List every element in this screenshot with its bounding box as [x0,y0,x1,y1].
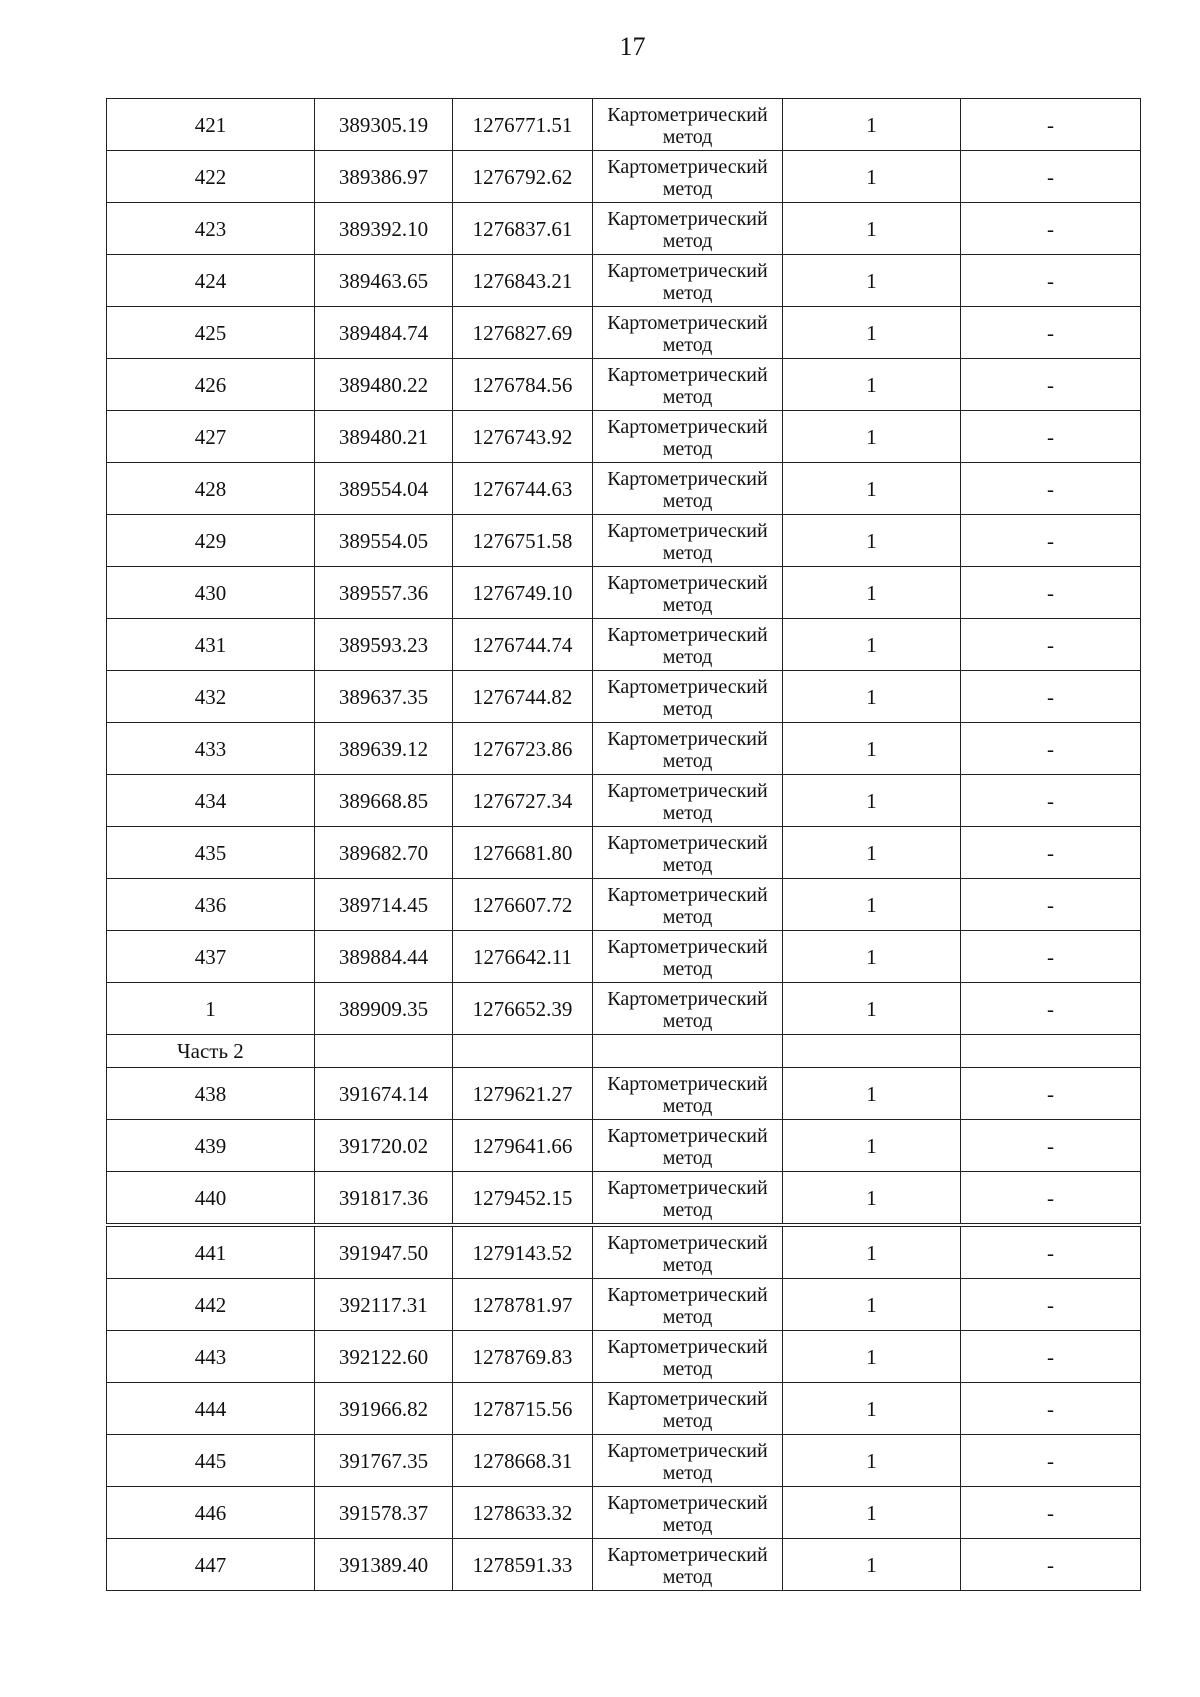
method-cell [593,255,783,307]
method-cell [593,879,783,931]
coordinates-table [106,98,1141,1591]
x-coordinate-cell: 389668.85 [315,775,453,827]
x-coordinate-cell: 389480.21 [315,411,453,463]
method-line1: Картометрический [607,311,768,334]
method-cell [593,359,783,411]
method-line1: Картометрический [607,779,768,802]
y-coordinate-cell: 1276837.61 [453,203,593,255]
point-number-cell: 439 [107,1120,315,1172]
accuracy-cell: 1 [783,1279,961,1331]
method-line2: метод [662,905,713,928]
x-coordinate-cell: 391720.02 [315,1120,453,1172]
y-coordinate-cell: 1276642.11 [453,931,593,983]
note-cell: - [961,931,1141,983]
table-row [107,255,1141,307]
table-row [107,1068,1141,1120]
method-line2: метод [662,281,713,304]
note-cell: - [961,1487,1141,1539]
accuracy-cell: 1 [783,203,961,255]
table-row [107,515,1141,567]
method-cell [593,515,783,567]
accuracy-cell: 1 [783,1383,961,1435]
method-line1: Картометрический [607,1335,768,1358]
method-cell [593,1383,783,1435]
y-coordinate-cell: 1276827.69 [453,307,593,359]
point-number-cell: 1 [107,983,315,1035]
method-cell [593,1539,783,1591]
empty-cell [453,1035,593,1068]
method-line2: метод [662,1253,713,1276]
y-coordinate-cell: 1276744.63 [453,463,593,515]
method-line1: Картометрический [607,675,768,698]
point-number-cell: 447 [107,1539,315,1591]
note-cell: - [961,1068,1141,1120]
table-row [107,1225,1141,1279]
note-cell: - [961,515,1141,567]
point-number-cell: 428 [107,463,315,515]
method-line1: Картометрический [607,363,768,386]
table-row [107,879,1141,931]
table-row [107,307,1141,359]
point-number-cell: 429 [107,515,315,567]
y-coordinate-cell: 1276744.74 [453,619,593,671]
point-number-cell: 438 [107,1068,315,1120]
method-cell [593,463,783,515]
accuracy-cell: 1 [783,1435,961,1487]
note-cell: - [961,1225,1141,1279]
note-cell: - [961,879,1141,931]
accuracy-cell: 1 [783,1068,961,1120]
table-row [107,723,1141,775]
x-coordinate-cell: 389480.22 [315,359,453,411]
note-cell: - [961,307,1141,359]
accuracy-cell: 1 [783,931,961,983]
method-line1: Картометрический [607,727,768,750]
note-cell: - [961,203,1141,255]
x-coordinate-cell: 391674.14 [315,1068,453,1120]
accuracy-cell: 1 [783,1487,961,1539]
table-row [107,931,1141,983]
table-row [107,671,1141,723]
method-line1: Картометрический [607,519,768,542]
note-cell: - [961,1279,1141,1331]
x-coordinate-cell: 392117.31 [315,1279,453,1331]
part-label: Часть 2 [107,1035,315,1068]
method-line1: Картометрический [607,623,768,646]
y-coordinate-cell: 1279621.27 [453,1068,593,1120]
method-line1: Картометрический [607,1176,768,1199]
y-coordinate-cell: 1276771.51 [453,99,593,151]
method-line2: метод [662,593,713,616]
point-number-cell: 440 [107,1172,315,1226]
accuracy-cell: 1 [783,99,961,151]
accuracy-cell: 1 [783,775,961,827]
empty-cell [783,1035,961,1068]
table-row [107,1279,1141,1331]
y-coordinate-cell: 1278591.33 [453,1539,593,1591]
method-cell [593,411,783,463]
method-line2: метод [662,125,713,148]
y-coordinate-cell: 1278633.32 [453,1487,593,1539]
accuracy-cell: 1 [783,671,961,723]
note-cell: - [961,1120,1141,1172]
x-coordinate-cell: 389593.23 [315,619,453,671]
method-cell [593,1487,783,1539]
method-line2: метод [662,801,713,824]
accuracy-cell: 1 [783,1225,961,1279]
table-row [107,983,1141,1035]
method-line1: Картометрический [607,571,768,594]
table-row [107,1435,1141,1487]
x-coordinate-cell: 389305.19 [315,99,453,151]
method-cell [593,1279,783,1331]
x-coordinate-cell: 391767.35 [315,1435,453,1487]
method-line2: метод [662,749,713,772]
method-line1: Картометрический [607,1543,768,1566]
x-coordinate-cell: 389554.04 [315,463,453,515]
note-cell: - [961,775,1141,827]
method-line2: метод [662,177,713,200]
method-line2: метод [662,333,713,356]
table-row [107,411,1141,463]
y-coordinate-cell: 1276727.34 [453,775,593,827]
x-coordinate-cell: 389484.74 [315,307,453,359]
point-number-cell: 435 [107,827,315,879]
method-line2: метод [662,437,713,460]
empty-cell [961,1035,1141,1068]
note-cell: - [961,151,1141,203]
note-cell: - [961,1383,1141,1435]
x-coordinate-cell: 391947.50 [315,1225,453,1279]
method-line2: метод [662,489,713,512]
table-row [107,1172,1141,1226]
point-number-cell: 425 [107,307,315,359]
coordinates-table-body [107,99,1141,1591]
x-coordinate-cell: 391817.36 [315,1172,453,1226]
point-number-cell: 441 [107,1225,315,1279]
method-cell [593,775,783,827]
method-cell [593,1172,783,1226]
note-cell: - [961,1172,1141,1226]
table-row [107,619,1141,671]
method-line1: Картометрический [607,987,768,1010]
point-number-cell: 444 [107,1383,315,1435]
point-number-cell: 430 [107,567,315,619]
point-number-cell: 427 [107,411,315,463]
y-coordinate-cell: 1278715.56 [453,1383,593,1435]
accuracy-cell: 1 [783,255,961,307]
point-number-cell: 431 [107,619,315,671]
table-row [107,463,1141,515]
accuracy-cell: 1 [783,1172,961,1226]
accuracy-cell: 1 [783,723,961,775]
point-number-cell: 426 [107,359,315,411]
method-line1: Картометрический [607,467,768,490]
method-cell [593,1120,783,1172]
table-row [107,775,1141,827]
method-line1: Картометрический [607,1387,768,1410]
note-cell: - [961,463,1141,515]
accuracy-cell: 1 [783,463,961,515]
x-coordinate-cell: 389682.70 [315,827,453,879]
accuracy-cell: 1 [783,307,961,359]
method-cell [593,983,783,1035]
empty-cell [315,1035,453,1068]
x-coordinate-cell: 389554.05 [315,515,453,567]
y-coordinate-cell: 1276751.58 [453,515,593,567]
method-line2: метод [662,645,713,668]
x-coordinate-cell: 389714.45 [315,879,453,931]
x-coordinate-cell: 391389.40 [315,1539,453,1591]
y-coordinate-cell: 1279641.66 [453,1120,593,1172]
point-number-cell: 434 [107,775,315,827]
method-line2: метод [662,1357,713,1380]
point-number-cell: 432 [107,671,315,723]
method-line2: метод [662,1409,713,1432]
note-cell: - [961,619,1141,671]
accuracy-cell: 1 [783,359,961,411]
table-row [107,827,1141,879]
x-coordinate-cell: 389392.10 [315,203,453,255]
x-coordinate-cell: 389637.35 [315,671,453,723]
method-cell [593,99,783,151]
x-coordinate-cell: 392122.60 [315,1331,453,1383]
table-row [107,1539,1141,1591]
method-line2: метод [662,1009,713,1032]
note-cell: - [961,723,1141,775]
point-number-cell: 437 [107,931,315,983]
method-line2: метод [662,229,713,252]
method-line2: метод [662,1461,713,1484]
accuracy-cell: 1 [783,1331,961,1383]
note-cell: - [961,671,1141,723]
method-line1: Картометрический [607,1283,768,1306]
x-coordinate-cell: 389386.97 [315,151,453,203]
table-row [107,567,1141,619]
method-line1: Картометрический [607,155,768,178]
y-coordinate-cell: 1276743.92 [453,411,593,463]
y-coordinate-cell: 1278668.31 [453,1435,593,1487]
method-line1: Картометрический [607,883,768,906]
note-cell: - [961,1435,1141,1487]
x-coordinate-cell: 389639.12 [315,723,453,775]
y-coordinate-cell: 1278781.97 [453,1279,593,1331]
method-line2: метод [662,1094,713,1117]
table-row [107,1120,1141,1172]
method-line1: Картометрический [607,1124,768,1147]
table-row [107,1487,1141,1539]
accuracy-cell: 1 [783,827,961,879]
x-coordinate-cell: 391578.37 [315,1487,453,1539]
point-number-cell: 442 [107,1279,315,1331]
point-number-cell: 423 [107,203,315,255]
method-line1: Картометрический [607,1439,768,1462]
point-number-cell: 424 [107,255,315,307]
method-cell [593,1331,783,1383]
y-coordinate-cell: 1276749.10 [453,567,593,619]
point-number-cell: 445 [107,1435,315,1487]
y-coordinate-cell: 1276843.21 [453,255,593,307]
method-line1: Картометрический [607,103,768,126]
method-line2: метод [662,385,713,408]
empty-cell [593,1035,783,1068]
method-line2: метод [662,541,713,564]
x-coordinate-cell: 389884.44 [315,931,453,983]
point-number-cell: 446 [107,1487,315,1539]
note-cell: - [961,567,1141,619]
accuracy-cell: 1 [783,619,961,671]
accuracy-cell: 1 [783,1539,961,1591]
method-line2: метод [662,697,713,720]
note-cell: - [961,1539,1141,1591]
accuracy-cell: 1 [783,1120,961,1172]
note-cell: - [961,827,1141,879]
note-cell: - [961,255,1141,307]
y-coordinate-cell: 1279143.52 [453,1225,593,1279]
x-coordinate-cell: 391966.82 [315,1383,453,1435]
accuracy-cell: 1 [783,567,961,619]
part-heading-row [107,1035,1141,1068]
method-cell [593,931,783,983]
x-coordinate-cell: 389557.36 [315,567,453,619]
note-cell: - [961,983,1141,1035]
point-number-cell: 443 [107,1331,315,1383]
note-cell: - [961,411,1141,463]
accuracy-cell: 1 [783,515,961,567]
table-row [107,151,1141,203]
accuracy-cell: 1 [783,411,961,463]
method-line1: Картометрический [607,831,768,854]
method-line1: Картометрический [607,207,768,230]
table-row [107,359,1141,411]
page-number: 17 [619,32,646,61]
x-coordinate-cell: 389463.65 [315,255,453,307]
y-coordinate-cell: 1279452.15 [453,1172,593,1226]
method-cell [593,151,783,203]
method-line1: Картометрический [607,1072,768,1095]
note-cell: - [961,99,1141,151]
y-coordinate-cell: 1278769.83 [453,1331,593,1383]
method-cell [593,1225,783,1279]
method-line1: Картометрический [607,935,768,958]
x-coordinate-cell: 389909.35 [315,983,453,1035]
method-line2: метод [662,957,713,980]
method-cell [593,671,783,723]
method-cell [593,723,783,775]
table-row [107,203,1141,255]
note-cell: - [961,1331,1141,1383]
accuracy-cell: 1 [783,983,961,1035]
method-cell [593,619,783,671]
method-cell [593,203,783,255]
method-cell [593,1435,783,1487]
method-line1: Картометрический [607,1491,768,1514]
method-line1: Картометрический [607,415,768,438]
point-number-cell: 436 [107,879,315,931]
y-coordinate-cell: 1276744.82 [453,671,593,723]
y-coordinate-cell: 1276792.62 [453,151,593,203]
accuracy-cell: 1 [783,879,961,931]
method-cell [593,567,783,619]
point-number-cell: 421 [107,99,315,151]
y-coordinate-cell: 1276607.72 [453,879,593,931]
method-line2: метод [662,1305,713,1328]
y-coordinate-cell: 1276681.80 [453,827,593,879]
table-row [107,99,1141,151]
point-number-cell: 422 [107,151,315,203]
note-cell: - [961,359,1141,411]
method-line2: метод [662,1198,713,1221]
method-line2: метод [662,853,713,876]
y-coordinate-cell: 1276784.56 [453,359,593,411]
method-line1: Картометрический [607,259,768,282]
table-row [107,1331,1141,1383]
method-line2: метод [662,1513,713,1536]
method-line2: метод [662,1146,713,1169]
table-row [107,1383,1141,1435]
y-coordinate-cell: 1276723.86 [453,723,593,775]
method-line1: Картометрический [607,1231,768,1254]
method-cell [593,827,783,879]
point-number-cell: 433 [107,723,315,775]
method-cell [593,1068,783,1120]
accuracy-cell: 1 [783,151,961,203]
method-cell [593,307,783,359]
method-line2: метод [662,1565,713,1588]
y-coordinate-cell: 1276652.39 [453,983,593,1035]
